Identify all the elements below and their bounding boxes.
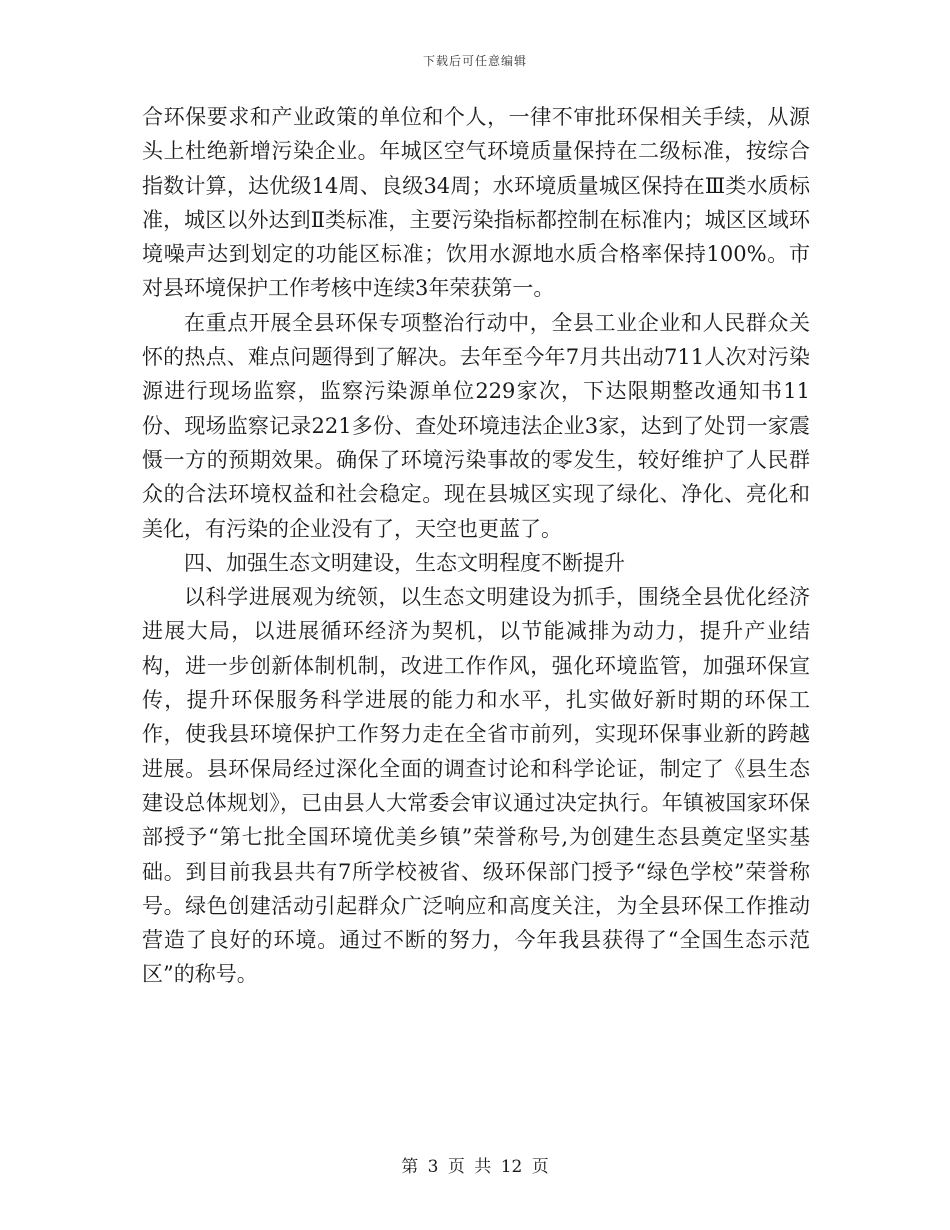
section-heading: 四、加强生态文明建设，生态文明程度不断提升	[184, 550, 625, 575]
paragraph: 在重点开展全县环保专项整治行动中，全县工业企业和人民群众关怀的热点、难点问题得到了解决。去年至今年7月共出动711人次对污染源进行现场监察，监察污染源单位229家次，下达限期整改通知书11份、现场监察记录221多份、查处环境违法企业3家，达到了处罚一家震慑一方的预期效果。确保了环境污染事故的零发生，较好维护了人民群众的合法环境权益和社会稳定。现在县城区实现了绿化、净化、亮化和美化，有污染的企业没有了，天空也更蓝了。	[142, 310, 810, 541]
document-body	[142, 100, 810, 992]
paragraph: 合环保要求和产业政策的单位和个人，一律不审批环保相关手续，从源头上杜绝新增污染企业。年城区空气环境质量保持在二级标准，按综合指数计算，达优级14周、良级34周；水环境质量城区保持在Ⅲ类水质标准，城区以外达到Ⅱ类标准，主要污染指标都控制在标准内；城区区域环境噪声达到划定的功能区标准；饮用水源地水质合格率保持100%。市对县环境保护工作考核中连续3年荣获第一。	[142, 105, 810, 301]
page-header: 下载后可任意编辑	[422, 54, 527, 68]
page-number-footer: 第 3 页 共 12 页	[401, 1157, 549, 1177]
paragraph: 以科学进展观为统领，以生态文明建设为抓手，围绕全县优化经济进展大局，以进展循环经济为契机，以节能减排为动力，提升产业结构，进一步创新体制机制，改进工作作风，强化环境监管，加强环保宣传，提升环保服务科学进展的能力和水平，扎实做好新时期的环保工作，使我县环境保护工作努力走在全省市前列，实现环保事业新的跨越进展。县环保局经过深化全面的调查讨论和科学论证，制定了《县生态建设总体规划》，已由县人大常委会审议通过决定执行。年镇被国家环保部授予“第七批全国环境优美乡镇”荣誉称号,为创建生态县奠定坚实基础。到目前我县共有7所学校被省、级环保部门授予“绿色学校”荣誉称号。绿色创建活动引起群众广泛响应和高度关注，为全县环保工作推动营造了良好的环境。通过不断的努力，今年我县获得了“全国生态示范区”的称号。	[142, 585, 810, 987]
